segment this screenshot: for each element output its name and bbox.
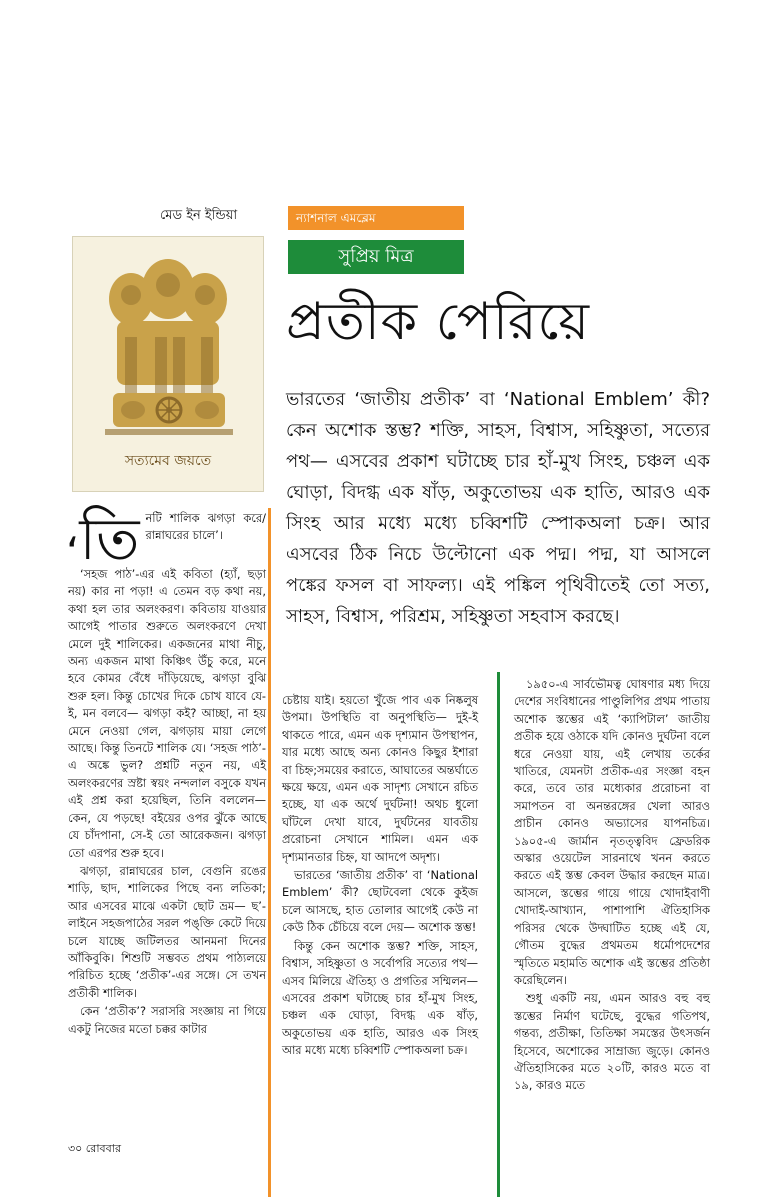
opening-paragraph	[66, 505, 266, 577]
article-column-1	[66, 505, 266, 1039]
dropcap: ‘তি	[66, 505, 140, 577]
paragraph: কেন ‘প্রতীক’? সরাসরি সংজ্ঞায় না গিয়ে একটু নিজের মতো চক্কর কাটার	[68, 1004, 266, 1036]
paragraph: ঝগড়া, রান্নাঘরের চাল, বেগুনি রঙের শাড়ি, ছাদ, শালিকের পিছে বন্য লতিকা; আর এসবের মাঝে একটা ছোট ভ্রম— ছ’-লাইনে সহজপাঠের সরল পঙ্‌ক্তি কেটে দিয়ে চলে যাচ্ছে জটিলতর আনমনা দিনের আঁকিবুকি। শিশুটি সম্ভবত প্রথম পাঠ্যলয়ে পরিচিত হচ্ছে ‘প্রতীক’-এর সঙ্গে। সে তখন প্রতীকী শালিক।	[68, 863, 266, 1000]
article-intro: ভারতের ‘জাতীয় প্রতীক’ বা ‘National Emblem’ কী? কেন অশোক স্তম্ভ? শক্তি, সাহস, বিশ্বাস, সহিষ্ণুতা, সত্যের পথ— এসবের প্রকাশ ঘটাচ্ছে চার হাঁ-মুখ সিংহ, চঞ্চল এক ঘোড়া, বিদগ্ধ এক ষাঁড়, অকুতোভয় এক হাতি, আরও এক সিংহ আর মধ্যে মধ্যে চব্বিশটি স্পোকঅলা চক্র। আর এসবের ঠিক নিচে উল্টোনো এক পদ্ম। পদ্ম, যা আসলে পঙ্কের ফসল বা সাফল্য। এই পঙ্কিল পৃথিবীতেই তো সত্য, সাহস, বিশ্বাস, পরিশ্রম, সহিষ্ণুতা সহবাস করছে।	[286, 389, 710, 627]
emblem-motto: সত্যমেব জয়তে	[124, 453, 212, 469]
emblem-image	[72, 236, 264, 492]
section-tag: ন্যাশনাল এমব্লেম	[288, 206, 464, 230]
paragraph: ‘সহজ পাঠ’-এর এই কবিতা (হ্যাঁ, ছড়া নয়) কার না পড়া! এ তেমন বড় কথা নয়, কথা হল তার অলংকরণ। কবিতায় যাওয়ার আগেই পাতার শুরুতে অলংকরণে দেখা মেলে দুই শালিকের। একজনের মাথা নীচু, অন্য একজন মাথা কিঞ্চিৎ উঁচু করে, মনে হবে কোমর বেঁধে দাঁড়িয়েছে, ঝগড়া বুঝি শুরু হল। কিন্তু চোখের দিকে চোখ যাবে যে-ই, মন বলবে— ঝগড়া কই? আচ্ছা, না হয় মেনে নেওয়া গেল, ঝগড়ায় মায়া লেগে আছে। কিন্তু তিনটে শালিক যে। ‘সহজ পাঠ’-এ অঙ্কে ভুল? প্রশ্নটি নতুন নয়, এই অলংকরণের স্রষ্টা স্বয়ং নন্দলাল বসুকে যখন এই প্রশ্ন করা হয়েছিল, তিনি বললেন— কেন, যে পড়ছে! বইয়ের ওপর ঝুঁকে আছে যে চাঁদপানা, সে-ই তো আরেকজন। ঝগড়া তো এরপর শুরু হবে।	[68, 567, 266, 860]
article-column-3	[514, 676, 710, 1096]
article-title: প্রতীক পেরিয়ে	[286, 292, 591, 352]
paragraph: চেষ্টায় যাই। হয়তো খুঁজে পাব এক নিষ্কলুষ উপমা। উপস্থিতি বা অনুপস্থিতি— দুই-ই থাকতে পারে, এমন এক দৃশ্যমান উপস্থাপন, যার মধ্যে আছে অন্য কোনও কিছুর ইশারা বা চিহ্ন;সময়ের করাতে, আঘাতের অন্তর্ঘাতে ক্ষয়ে ক্ষয়ে, এমন এক সাদৃশ্য সেখানে রচিত হচ্ছে, যা এক অর্থে দুর্ঘটনা! অথচ ধুলো ঘাঁটলে দেখা যাবে, দুর্ঘটনের যাবতীয় প্ররোচনা সেখানে শামিল। এমন এক দৃশ্যমানতার চিহ্ন, যা আদপে অদৃশ্য।	[282, 693, 478, 864]
author-name: সুপ্রিয় মিত্র	[288, 240, 464, 274]
column-rule-orange	[268, 508, 271, 1197]
paragraph: ১৯৫০-এ সার্বভৌমত্ব ঘোষণার মধ্য দিয়ে দেশের সংবিধানের পাণ্ডুলিপির প্রথম পাতায় অশোক স্তম্ভের এই ‘ক্যাপিটাল’ জাতীয় প্রতীক হয়ে ওঠাকে যদি কোনও দুর্ঘটনা বলে ধরে নেওয়া যায়, এই লেখায় তর্কের খাতিরে, যেমনটা প্রতীক-এর সংজ্ঞা বহন করে, তবে তার মধ্যেকার প্ররোচনা বা সমাপতন বা অনন্তরঙ্গের খেলা আরও প্রাচীন কোনও অভ্যাসের যাপনচিত্র। ১৯০৫-এ জার্মান নৃতত্ত্ববিদ ফ্রেডরিক অস্কার ওয়েটেল সারনাথে খনন করতে করতে এই স্তম্ভ কেবল উদ্ধার করছেন মাত্র। আসলে, স্তম্ভের গায়ে গায়ে খোদাইবাণী খোদাই-আখ্যান, পাশাপাশি ঐতিহাসিক পরিসর থেকে উদ্ঘাটিত হচ্ছে এই যে, গৌতম বুদ্ধের প্রথমতম ধর্মোপদেশের স্মৃতিতে মহামতি অশোক এই স্তম্ভের প্রতিষ্ঠা করেছিলেন।	[514, 677, 710, 987]
paragraph: নটি শালিক ঝগড়া করে/ রান্নাঘরের চালে’।	[145, 511, 266, 543]
paragraph: ভারতের ‘জাতীয় প্রতীক’ বা ‘National Emblem’ কী? ছোটবেলা থেকে কুইজ চলে আসছে, হাত তোলার আগেই কেউ না কেউ ঠিক চেঁচিয়ে বলে দেয়— অশোক স্তম্ভ!	[282, 868, 478, 935]
page-footer: ৩০ রোববার	[68, 1142, 121, 1155]
paragraph: কিন্তু কেন অশোক স্তম্ভ? শক্তি, সাহস, বিশ্বাস, সহিষ্ণুতা ও সর্বোপরি সত্যের পথ— এসব মিলিয়ে ঐতিহ্য ও প্রগতির সম্মিলন— এসবের প্রকাশ ঘটাচ্ছে চার হাঁ-মুখ সিংহ, চঞ্চল এক ঘোড়া, বিদগ্ধ এক ষাঁড়, অকুতোভয় এক হাতি, আরও এক সিংহ আর মধ্যে মধ্যে চব্বিশটি স্পোকঅলা চক্র।	[282, 938, 478, 1058]
series-label: মেড ইন ইন্ডিয়া	[160, 208, 238, 223]
paragraph: শুধু একটি নয়, এমন আরও বহু বহু স্তম্ভের নির্মাণ ঘটেছে, বুদ্ধের গতিপথ, গন্তব্য, প্রতীক্ষা, তিতিক্ষা সমস্তের উৎসর্জন হিসেবে, অশোকের সাম্রাজ্য জুড়ে। কোনও ঐতিহাসিকের মতে ২০টি, কারও মতে বা ১৯, কারও মতে	[514, 991, 710, 1093]
column-rule-green	[497, 672, 500, 1197]
article-column-2	[282, 692, 478, 1061]
